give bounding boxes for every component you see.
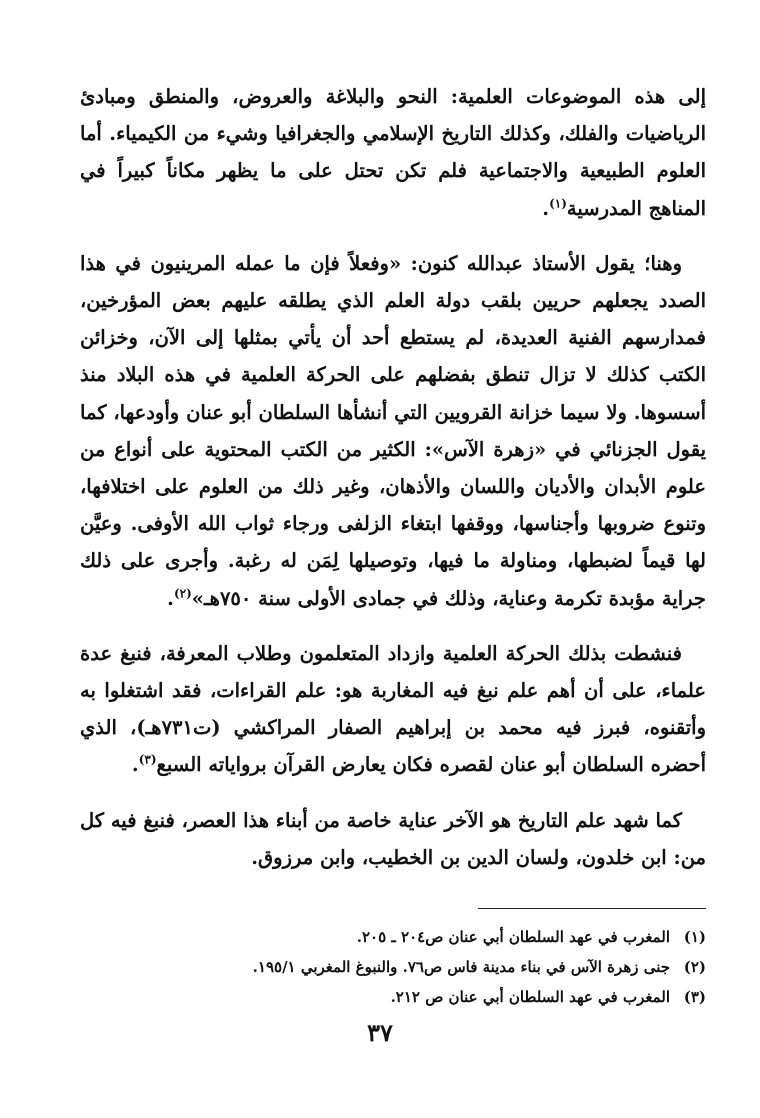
footnote-ref-2: (٢) <box>173 586 192 601</box>
footnote-number: (٣) <box>683 988 706 1006</box>
footnote-2 <box>80 952 706 982</box>
footnote-3 <box>80 982 706 1012</box>
footnote-ref-3: (٣) <box>138 752 157 767</box>
paragraph-3: فنشطت بذلك الحركة العلمية وازداد المتعلمون وطلاب المعرفة، فنبغ عدة علماء، على أن أهم علم نبغ فيه المغاربة هو: علم القراءات، فقد اشتغلوا به وأتقنوه، فبرز فيه محمد بن إبراهيم الصفار المراكشي (ت٧٣١هـ)، الذي أحضره السلطان أبو عنان لقصره فكان يعارض القرآن برواياته السبع$^{(٣)}$. <box>80 641 706 777</box>
footnote-text: المغرب في عهد السلطان أبي عنان ص ٢١٢. <box>390 988 670 1006</box>
main-text <box>80 78 706 876</box>
footnote-number: (٢) <box>683 958 706 976</box>
footnote-ref-1: (١) <box>549 196 567 211</box>
footnote-divider <box>478 908 706 909</box>
footnote-number: (١) <box>683 928 706 946</box>
page-number: ٣٧ <box>367 1018 393 1047</box>
footnotes <box>80 922 706 1012</box>
footnote-1 <box>80 922 706 952</box>
footnote-text: جنى زهرة الآس في بناء مدينة فاس ص٧٦. والنبوغ المغربي ١٩٥/١. <box>252 958 670 976</box>
paragraph-1: إلى هذه الموضوعات العلمية: النحو والبلاغة والعروض، والمنطق ومبادئ الرياضيات والفلك، وكذلك التاريخ الإسلامي والجغرافيا وشيء من الكيمياء. أما العلوم الطبيعية والاجتماعية فلم تكن تحتل على ما يظهر مكاناً كبيراً في المناهج المدرسية$^{(١)}$. <box>80 85 706 220</box>
paragraph-2: وهنا؛ يقول الأستاذ عبدالله كنون: «وفعلاً فإن ما عمله المرينيون في هذا الصدد يجعلهم حريين بلقب دولة العلم الذي يطلقه عليهم بعض المؤرخين، فمدارسهم الفنية العديدة، لم يستطع أحد أن يأتي بمثلها إلى الآن، وخزائن الكتب كذلك لا تزال تنطق بفضلهم على الحركة العلمية في هذه البلاد منذ أسسوها. ولا سيما خزانة القرويين التي أنشأها السلطان أبو عنان وأودعها، كما يقول الجزنائي في «زهرة الآس»: الكثير من الكتب المحتوية على أنواع من علوم الأبدان والأديان واللسان والأذهان، وغير ذلك من العلوم على اختلافها، وتنوع ضروبها وأجناسها، ووقفها ابتغاء الزلفى ورجاء ثواب الله الأوفى. وعيَّن لها قيماً لضبطها، ومناولة ما فيها، وتوصيلها لِمَن له رغبة. وأجرى على ذلك جراية مؤبدة تكرمة وعناية، وذلك في جمادى الأولى سنة ٧٥٠هـ»$^{(٢)}$. <box>80 251 706 610</box>
footnote-text: المغرب في عهد السلطان أبي عنان ص٢٠٤ ـ ٢٠٥. <box>356 928 670 946</box>
paragraph-4: كما شهد علم التاريخ هو الآخر عناية خاصة من أبناء هذا العصر، فنبغ فيه كل من: ابن خلدون، ولسان الدين بن الخطيب، وابن مرزوق. <box>80 808 706 869</box>
